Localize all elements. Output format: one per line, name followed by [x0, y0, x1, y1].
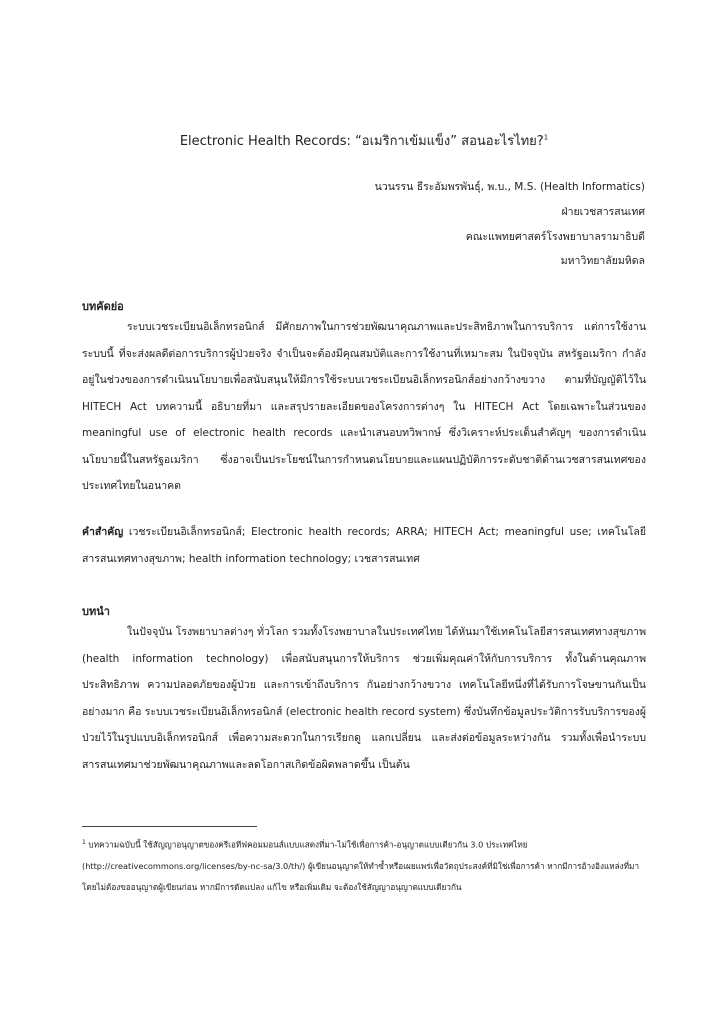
- footnote: [82, 832, 646, 898]
- footnote-text: บทความฉบับนี้ ใช้สัญญาอนุญาตของครีเอทีฟคอมมอนส์แบบแสดงที่มา-ไม่ใช้เพื่อการค้า-อนุญาตแบบเดียวกัน 3.0 ประเทศไทย (http://creativecommons.org/licenses/by-nc-sa/3.0/th/) ผู้เขียนอนุญาตให้ทำซ้ำหรือเผยแพร่เพื่อวัตถุประสงค์ที่มิใช่เพื่อการค้า หากมีการอ้างอิงแหล่งที่มา โดยไม่ต้องขออนุญาตผู้เขียนก่อน หากมีการดัดแปลง แก้ไข หรือเพิ่มเติม จะต้องใช้สัญญาอนุญาตแบบเดียวกัน: [82, 839, 640, 892]
- keywords-paragraph: [82, 519, 646, 572]
- footnote-divider: [82, 826, 257, 827]
- keywords-label: คำสำคัญ: [82, 526, 124, 538]
- author-department: ฝ่ายเวชสารสนเทศ: [561, 206, 645, 218]
- keywords-text: เวชระเบียนอิเล็กทรอนิกส์; Electronic health records; ARRA; HITECH Act; meaningful use; เทคโนโลยีสารสนเทศทางสุขภาพ; health information technology; เวชสารสนเทศ: [82, 526, 646, 565]
- footnote-mark: 1: [82, 839, 86, 846]
- author-university: มหาวิทยาลัยมหิดล: [560, 255, 645, 267]
- abstract-paragraph: ระบบเวชระเบียนอิเล็กทรอนิกส์ มีศักยภาพในการช่วยพัฒนาคุณภาพและประสิทธิภาพในการบริการ แต่การใช้งานระบบนี้ ที่จะส่งผลดีต่อการบริการผู้ป่วยจริง จำเป็นจะต้องมีคุณสมบัติและการใช้งานที่เหมาะสม ในปัจจุบัน สหรัฐอเมริกา กำลังอยู่ในช่วงของการดำเนินนโยบายเพื่อสนับสนุนให้มีการใช้ระบบเวชระเบียนอิเล็กทรอนิกส์อย่างกว้างขวาง ตามที่บัญญัติไว้ใน HITECH Act บทความนี้ อธิบายที่มา และสรุปรายละเอียดของโครงการต่างๆ ใน HITECH Act โดยเฉพาะในส่วนของ meaningful use of electronic health records และนำเสนอบทวิพากษ์ ซึ่งวิเคราะห์ประเด็นสำคัญๆ ของการดำเนินนโยบายนี้ในสหรัฐอเมริกา ซึ่งอาจเป็นประโยชน์ในการกำหนดนโยบายและแผนปฏิบัติการระดับชาติด้านเวชสารสนเทศของประเทศไทยในอนาคต: [82, 321, 646, 492]
- paper-title: [0, 130, 728, 151]
- author-faculty: คณะแพทยศาสตร์โรงพยาบาลรามาธิบดี: [465, 231, 645, 243]
- title-text: Electronic Health Records: “อเมริกาเข้มแข็ง” สอนอะไรไทย?: [179, 134, 544, 149]
- abstract-heading: บทคัดย่อ: [82, 300, 124, 313]
- introduction-heading: บทนำ: [82, 605, 110, 618]
- title-footnote-mark: 1: [543, 133, 549, 142]
- introduction-paragraph: ในปัจจุบัน โรงพยาบาลต่างๆ ทั่วโลก รวมทั้งโรงพยาบาลในประเทศไทย ได้หันมาใช้เทคโนโลยีสารสนเทศทางสุขภาพ (health information technology) เพื่อสนับสนุนการให้บริการ ช่วยเพิ่มคุณค่าให้กับการบริการ ทั้งในด้านคุณภาพ ประสิทธิภาพ ความปลอดภัยของผู้ป่วย และการเข้าถึงบริการ กันอย่างกว้างขวาง เทคโนโลยีหนึ่งที่ได้รับการโจษขานกันเป็นอย่างมาก คือ ระบบเวชระเบียนอิเล็กทรอนิกส์ (electronic health record system) ซึ่งบันทึกข้อมูลประวัติการรับบริการของผู้ป่วยไว้ในรูปแบบอิเล็กทรอนิกส์ เพื่อความสะดวกในการเรียกดู แลกเปลี่ยน และส่งต่อข้อมูลระหว่างกัน รวมทั้งเพื่อนำระบบสารสนเทศมาช่วยพัฒนาคุณภาพและลดโอกาสเกิดข้อผิดพลาดขึ้น เป็นต้น: [82, 626, 646, 771]
- author-name: นวนรรน ธีระอัมพรพันธุ์, พ.บ., M.S. (Health Informatics): [374, 181, 645, 193]
